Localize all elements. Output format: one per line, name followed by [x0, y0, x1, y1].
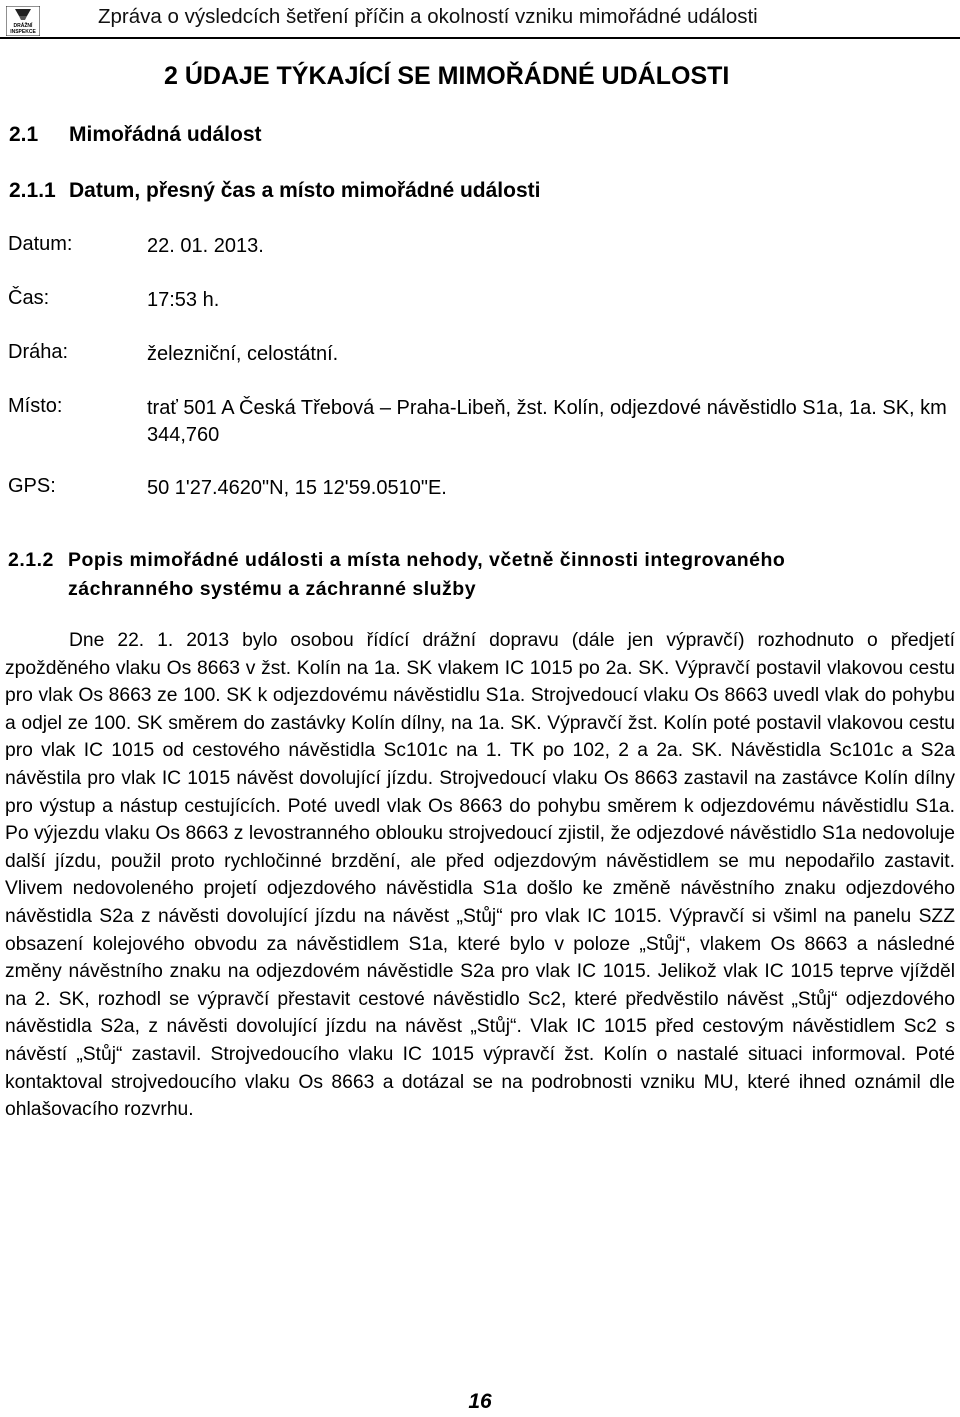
date-label: Datum:	[8, 233, 73, 255]
gps-value: 50 1'27.4620"N, 15 12'59.0510"E.	[147, 477, 447, 499]
description-paragraph	[5, 627, 955, 1124]
place-value: trať 501 A Česká Třebová – Praha-Libeň, žst. Kolín, odjezdové návěstidlo S1a, 1a. SK, km 344,760	[147, 397, 947, 446]
railway-value: železniční, celostátní.	[147, 343, 339, 365]
date-value: 22. 01. 2013.	[147, 235, 264, 257]
drazni-inspekce-logo	[6, 6, 40, 36]
description-body: Dne 22. 1. 2013 bylo osobou řídící drážní dopravu (dále jen výpravčí) rozhodnuto o předjetí zpožděného vlaku Os 8663 v žst. Kolín na 1a. SK vlakem IC 1015 po 2a. SK. Výpravčí postavil vlakovou cestu pro vlak Os 8663 ze 100. SK k odjezdovému návěstidlu S1a. Strojvedoucí vlaku Os 8663 uvedl vlak do pohybu a odjel ze 100. SK směrem do zastávky Kolín dílny, na 1a. SK. Výpravčí žst. Kolín poté postavil vlakovou cestu pro vlak IC 1015 od cestového návěstidla Sc101c na 1. TK po 102, 2 a 2a. SK. Návěstidla Sc101c a S2a návěstila pro vlak IC 1015 návěst dovolující jízdu. Strojvedoucí vlaku Os 8663 zastavil na zastávce Kolín dílny pro výstup a nástup cestujících. Poté uvedl vlak Os 8663 do pohybu směrem k odjezdovému návěstidlu S1a. Po výjezdu vlaku Os 8663 z levostranného oblouku strojvedoucí zjistil, že odjezdové návěstidlo S1a nedovoluje další jízdu, použil proto rychločinné brzdění, ale před odjezdovým návěstidlem se mu nepodařilo zastavit. Vlivem nedovoleného projetí odjezdového návěstidla S1a došlo ke změně návěstního znaku odjezdového návěstidla S2a z návěsti dovolující jízdu na návěst „Stůj“ pro vlak IC 1015. Výpravčí si všiml na panelu SZZ obsazení kolejového obvodu za návěstidlem S1a, které bylo v poloze „Stůj“, vlakem Os 8663 a následné změny návěstního znaku na odjezdovém návěstidle S2a pro vlak IC 1015. Jelikož vlak IC 1015 teprve vjížděl na 2. SK, rozhodl se výpravčí přestavit cestové návěstidlo Sc2, které předvěstilo návěst „Stůj“ odjezdového návěstidla S2a, z návěsti dovolující jízdu na návěst „Stůj“. Vlak IC 1015 před cestovým návěstidlem Sc2 s návěstí „Stůj“ zastavil. Strojvedoucího vlaku IC 1015 výpravčí žst. Kolín o nastalé situaci informoval. Poté kontaktoval strojvedoucího vlaku Os 8663 a dotázal se na podrobnosti vzniku MU, které ihned oznámil dle ohlašovacího rozvrhu.	[5, 630, 955, 1121]
place-label: Místo:	[8, 395, 63, 417]
gps-label: GPS:	[8, 475, 56, 497]
time-value: 17:53 h.	[147, 289, 220, 311]
logo-text-line1: DRÁŽNÍ	[13, 23, 33, 29]
subsubsection-title: Datum, přesný čas a místo mimořádné události	[69, 179, 541, 202]
time-label: Čas:	[8, 287, 50, 309]
railway-label: Dráha:	[8, 341, 69, 363]
subsection-title: Mimořádná událost	[69, 123, 262, 146]
subsubsection-number: 2.1.1	[9, 179, 56, 202]
subsection-number: 2.1	[9, 123, 39, 146]
page-number: 16	[468, 1390, 492, 1413]
description-title-line1: Popis mimořádné události a místa nehody, včetně činnosti integrovaného	[68, 549, 786, 571]
description-title-line2: záchranného systému a záchranné služby	[68, 578, 477, 600]
subsubsection-heading	[9, 179, 541, 203]
report-header-title: Zpráva o výsledcích šetření příčin a okolností vzniku mimořádné události	[98, 5, 758, 28]
subsection-heading	[9, 123, 262, 147]
description-number: 2.1.2	[8, 549, 54, 571]
section-title: 2 ÚDAJE TÝKAJÍCÍ SE MIMOŘÁDNÉ UDÁLOSTI	[164, 62, 730, 90]
logo-text-line2: INSPEKCE	[10, 29, 36, 35]
header-divider	[0, 37, 960, 39]
description-heading	[8, 546, 956, 604]
